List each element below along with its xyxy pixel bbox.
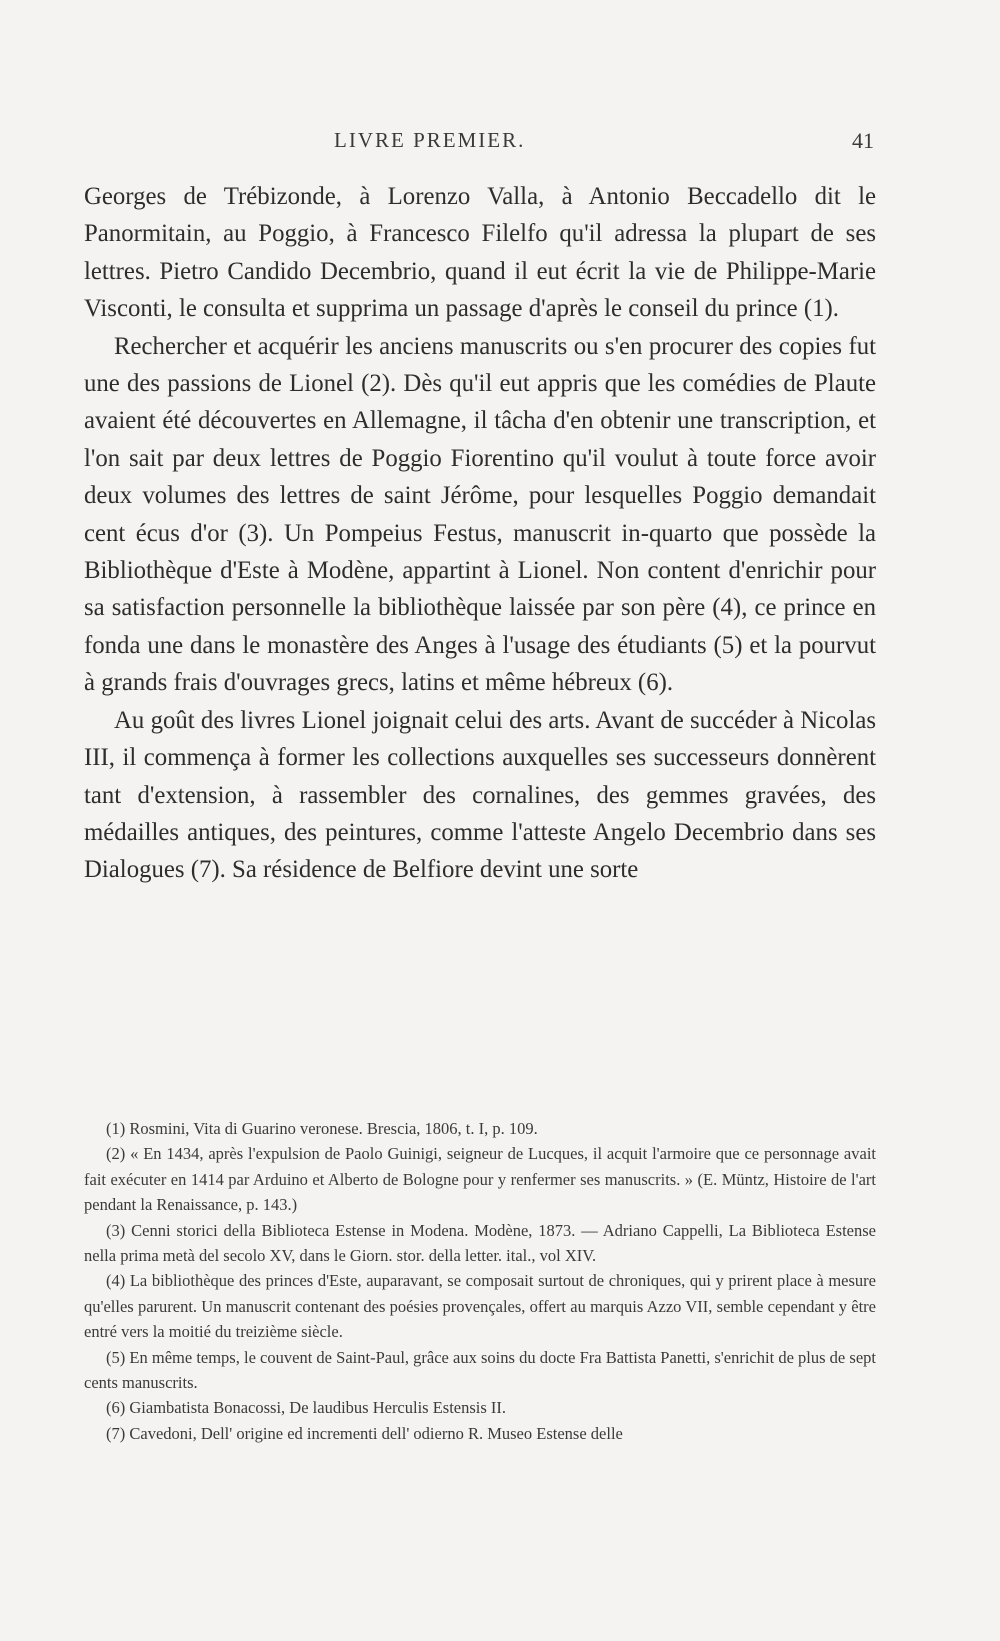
footnote-5: (5) En même temps, le couvent de Saint-Paul, grâce aux soins du docte Fra Battista Panetti, s'enrichit de plus de sept cents manuscrits. [84,1347,876,1393]
footnote-2: (2) « En 1434, après l'expulsion de Paolo Guinigi, seigneur de Lucques, il acquit l'armoire que ce personnage avait fait exécuter en 1414 par Arduino et Alberto de Bologne pour y renfermer ses manuscrits. » (E. Müntz, Histoire de l'art pendant la Renaissance, p. 143.) [84,1144,876,1215]
footnotes [84,1116,876,1446]
footnote-6: (6) Giambatista Bonacossi, De laudibus Herculis Estensis II. [106,1398,507,1418]
paragraph-continuation: Georges de Trébizonde, à Lorenzo Valla, à Antonio Beccadello dit le Panormitain, au Poggio, à Francesco Filelfo qu'il adressa la plupart de ses lettres. Pietro Candido Decembrio, quand il eut écrit la vie de Philippe-Marie Visconti, le consulta et supprima un passage d'après le conseil du prince (1). [84,183,876,323]
body-text [84,178,876,889]
footnote-7: (7) Cavedoni, Dell' origine ed incrementi dell' odierno R. Museo Estense delle [106,1423,623,1443]
running-head: LIVRE PREMIER. [334,128,526,152]
paragraph-manuscripts: Rechercher et acquérir les anciens manuscrits ou s'en procurer des copies fut une des passions de Lionel (2). Dès qu'il eut appris que les comédies de Plaute avaient été découvertes en Allemagne, il tâcha d'en obtenir une transcription, et l'on sait par deux lettres de Poggio Fiorentino qu'il voulut à toute force avoir deux volumes des lettres de saint Jérôme, pour lesquelles Poggio demandait cent écus d'or (3). Un Pompeius Festus, manuscrit in-quarto que possède la Bibliothèque d'Este à Modène, appartint à Lionel. Non content d'enrichir pour sa satisfaction personnelle la bibliothèque laissée par son père (4), ce prince en fonda une dans le monastère des Anges à l'usage des étudiants (5) et la pourvut à grands frais d'ouvrages grecs, latins et même hébreux (6). [84,332,876,697]
page-header [84,128,874,168]
footnote-1: (1) Rosmini, Vita di Guarino veronese. Brescia, 1806, t. I, p. 109. [106,1119,538,1138]
page-number: 41 [852,128,874,153]
paragraph-arts: Au goût des livres Lionel joignait celui des arts. Avant de succéder à Nicolas III, il commença à former les collections auxquelles ses successeurs donnèrent tant d'extension, à rassembler des cornalines, des gemmes gravées, des médailles antiques, des peintures, comme l'atteste Angelo Decembrio dans ses Dialogues (7). Sa résidence de Belfiore devint une sorte [84,706,876,884]
footnote-3: (3) Cenni storici della Biblioteca Estense in Modena. Modène, 1873. — Adriano Cappelli, La Biblioteca Estense nella prima metà del secolo XV, dans le Giorn. stor. della letter. ital., vol XIV. [84,1220,876,1266]
footnote-4: (4) La bibliothèque des princes d'Este, auparavant, se composait surtout de chroniques, qui y prirent place à mesure qu'elles parurent. Un manuscrit contenant des poésies provençales, offert au marquis Azzo VII, semble cependant y être entré vers la moitié du treizième siècle. [84,1271,876,1342]
